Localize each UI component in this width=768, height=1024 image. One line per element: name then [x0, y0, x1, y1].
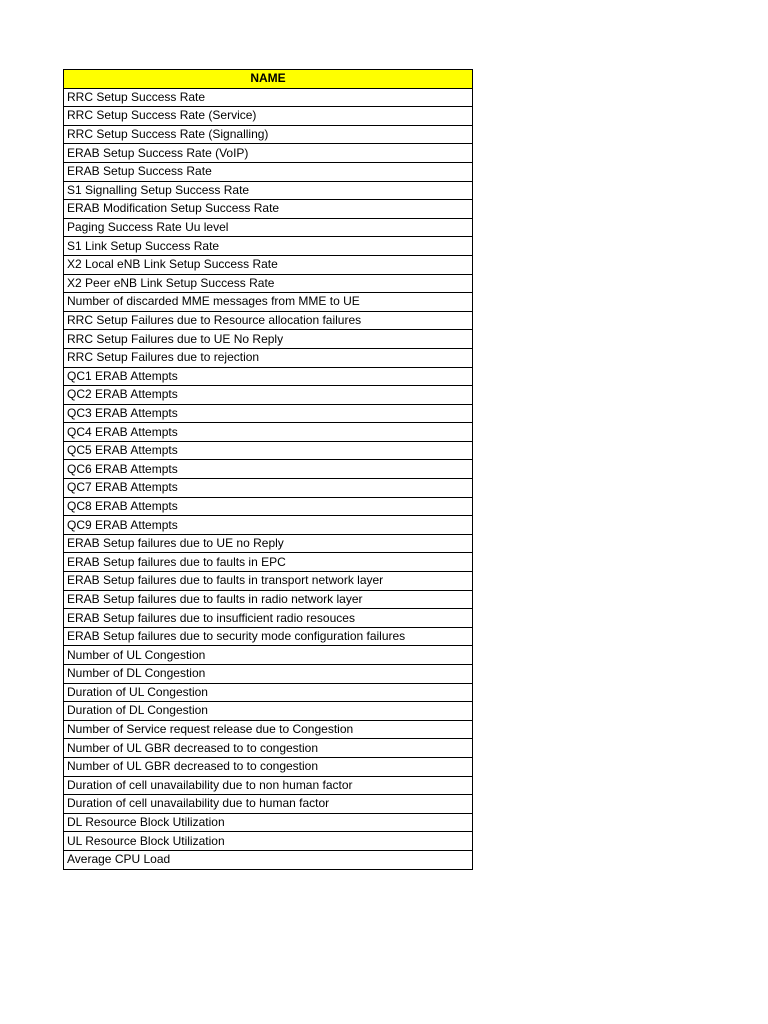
- name-column-header: NAME: [64, 70, 473, 89]
- table-cell-name: RRC Setup Failures due to UE No Reply: [64, 330, 473, 349]
- table-row: [64, 739, 473, 758]
- table-row: [64, 162, 473, 181]
- table-row: [64, 553, 473, 572]
- table-row: [64, 330, 473, 349]
- table-cell-name: ERAB Setup failures due to insufficient radio resouces: [64, 609, 473, 628]
- table-row: [64, 181, 473, 200]
- table-cell-name: ERAB Setup Success Rate: [64, 162, 473, 181]
- table-row: [64, 218, 473, 237]
- table-cell-name: QC2 ERAB Attempts: [64, 386, 473, 405]
- table-row: [64, 757, 473, 776]
- table-cell-name: S1 Signalling Setup Success Rate: [64, 181, 473, 200]
- table-row: [64, 479, 473, 498]
- table-cell-name: ERAB Setup failures due to faults in EPC: [64, 553, 473, 572]
- table-cell-name: ERAB Setup failures due to security mode configuration failures: [64, 627, 473, 646]
- table-row: [64, 367, 473, 386]
- table-row: [64, 534, 473, 553]
- table-row: [64, 460, 473, 479]
- table-cell-name: RRC Setup Failures due to rejection: [64, 348, 473, 367]
- table-cell-name: ERAB Modification Setup Success Rate: [64, 200, 473, 219]
- table-cell-name: ERAB Setup failures due to faults in transport network layer: [64, 572, 473, 591]
- table-row: [64, 572, 473, 591]
- kpi-name-table: [63, 69, 473, 870]
- table-row: [64, 497, 473, 516]
- table-cell-name: Duration of cell unavailability due to human factor: [64, 795, 473, 814]
- table-cell-name: Duration of DL Congestion: [64, 702, 473, 721]
- table-row: [64, 311, 473, 330]
- table-row: [64, 237, 473, 256]
- table-row: [64, 274, 473, 293]
- table-cell-name: QC9 ERAB Attempts: [64, 516, 473, 535]
- table-cell-name: QC4 ERAB Attempts: [64, 423, 473, 442]
- table-cell-name: Number of discarded MME messages from MME to UE: [64, 293, 473, 312]
- table-cell-name: ERAB Setup Success Rate (VoIP): [64, 144, 473, 163]
- table-row: [64, 255, 473, 274]
- table-cell-name: Number of UL GBR decreased to to congestion: [64, 739, 473, 758]
- table-cell-name: QC6 ERAB Attempts: [64, 460, 473, 479]
- table-cell-name: Average CPU Load: [64, 850, 473, 869]
- table-cell-name: RRC Setup Success Rate (Signalling): [64, 125, 473, 144]
- table-cell-name: RRC Setup Success Rate (Service): [64, 107, 473, 126]
- table-row: [64, 665, 473, 684]
- table-row: [64, 776, 473, 795]
- table-cell-name: Duration of UL Congestion: [64, 683, 473, 702]
- table-row: [64, 850, 473, 869]
- table-cell-name: RRC Setup Failures due to Resource allocation failures: [64, 311, 473, 330]
- table-row: [64, 683, 473, 702]
- table-cell-name: Number of Service request release due to Congestion: [64, 720, 473, 739]
- table-cell-name: UL Resource Block Utilization: [64, 832, 473, 851]
- table-row: [64, 646, 473, 665]
- table-cell-name: QC8 ERAB Attempts: [64, 497, 473, 516]
- table-row: [64, 144, 473, 163]
- table-row: [64, 348, 473, 367]
- table-cell-name: Duration of cell unavailability due to non human factor: [64, 776, 473, 795]
- table-row: [64, 107, 473, 126]
- table-cell-name: QC7 ERAB Attempts: [64, 479, 473, 498]
- table-cell-name: ERAB Setup failures due to UE no Reply: [64, 534, 473, 553]
- table-cell-name: X2 Local eNB Link Setup Success Rate: [64, 255, 473, 274]
- table-row: [64, 386, 473, 405]
- table-row: [64, 627, 473, 646]
- table-body: [64, 88, 473, 869]
- header-row: [64, 70, 473, 89]
- table-row: [64, 795, 473, 814]
- table-row: [64, 590, 473, 609]
- table-row: [64, 516, 473, 535]
- table-cell-name: Number of UL Congestion: [64, 646, 473, 665]
- table-cell-name: Number of UL GBR decreased to to congestion: [64, 757, 473, 776]
- table-row: [64, 813, 473, 832]
- table-row: [64, 125, 473, 144]
- table-cell-name: QC5 ERAB Attempts: [64, 441, 473, 460]
- table-cell-name: ERAB Setup failures due to faults in radio network layer: [64, 590, 473, 609]
- table-row: [64, 702, 473, 721]
- table-cell-name: QC3 ERAB Attempts: [64, 404, 473, 423]
- table-row: [64, 88, 473, 107]
- table-row: [64, 441, 473, 460]
- table-cell-name: S1 Link Setup Success Rate: [64, 237, 473, 256]
- table-cell-name: X2 Peer eNB Link Setup Success Rate: [64, 274, 473, 293]
- table-cell-name: QC1 ERAB Attempts: [64, 367, 473, 386]
- table-cell-name: DL Resource Block Utilization: [64, 813, 473, 832]
- table-row: [64, 200, 473, 219]
- table-row: [64, 609, 473, 628]
- table-row: [64, 423, 473, 442]
- table-cell-name: Number of DL Congestion: [64, 665, 473, 684]
- table-row: [64, 293, 473, 312]
- table-row: [64, 720, 473, 739]
- table-row: [64, 404, 473, 423]
- table-cell-name: Paging Success Rate Uu level: [64, 218, 473, 237]
- table-row: [64, 832, 473, 851]
- table-cell-name: RRC Setup Success Rate: [64, 88, 473, 107]
